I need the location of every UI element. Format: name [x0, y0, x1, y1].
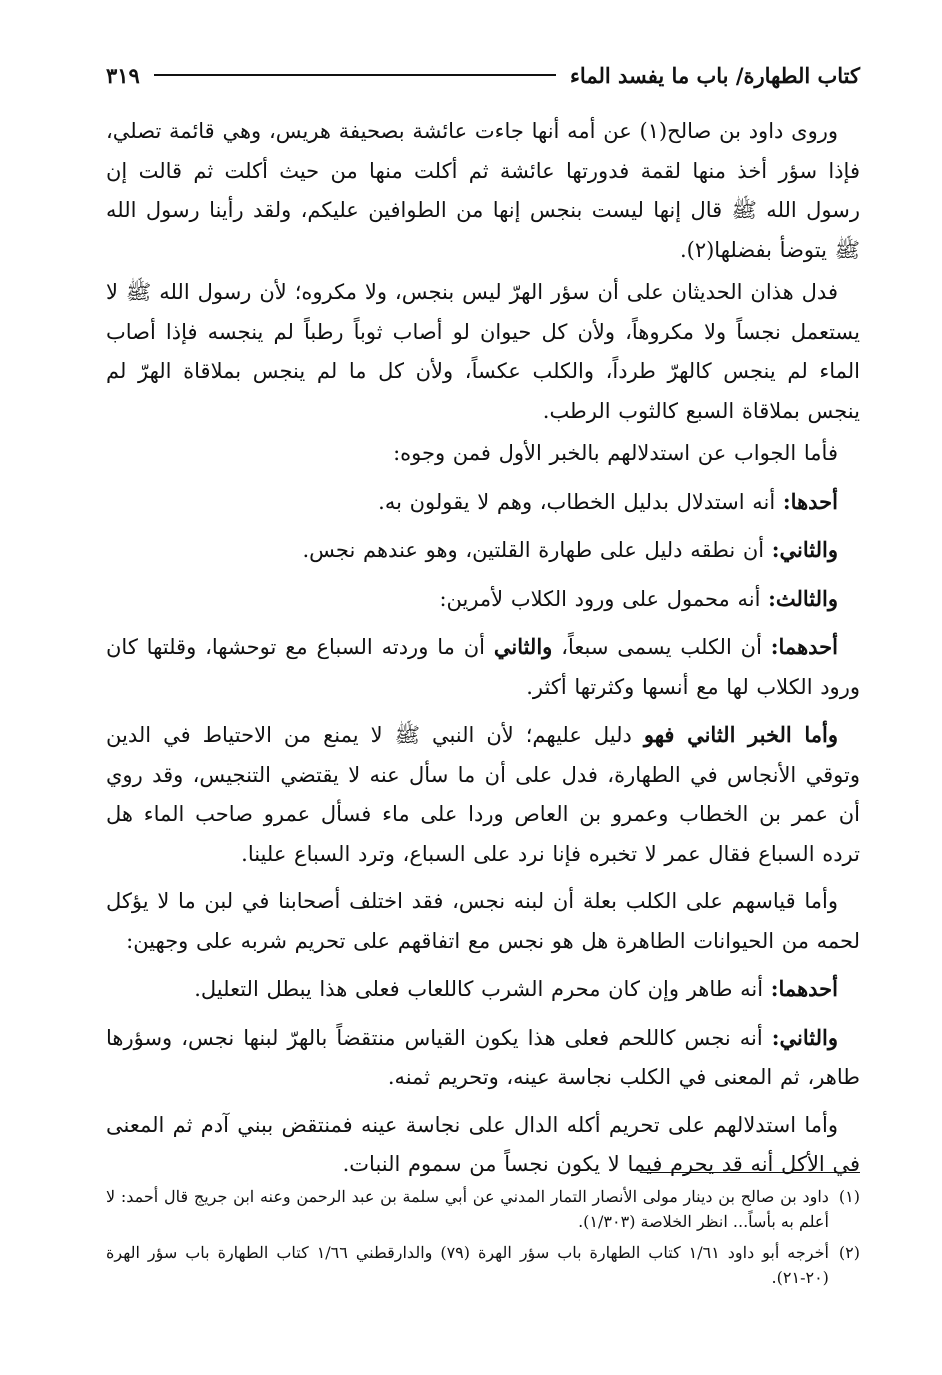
- paragraph: [106, 112, 860, 270]
- paragraph-text: دليل عليهم؛ لأن النبي ﷺ لا يمنع من الاحتياط في الدين وتوقي الأنجاس في الطهارة، فدل على أن ما سأل عنه لا يقتضي التنجيس، وقد روي أن عمر بن الخطاب وعمرو بن العاص وردا على ماء فسأل عمرو صاحب الماء هل ترده السباع فقال عمر لا تخبره فإنا نرد على السباع، وترد السباع علينا.: [106, 723, 860, 866]
- paragraph-text: وأما استدلالهم على تحريم أكله الدال على نجاسة عينه فمنتقض ببني آدم ثم المعنى في الأكل أنه قد يحرم فيما لا يكون نجساً من سموم النبات.: [106, 1112, 860, 1176]
- running-title: كتاب الطهارة/ باب ما يفسد الماء: [570, 62, 860, 88]
- paragraph-lead: والثاني:: [771, 1024, 838, 1050]
- paragraph-text: أن نطقه دليل على طهارة القلتين، وهو عندهم نجس.: [302, 538, 765, 562]
- paragraph: [106, 1018, 860, 1098]
- paragraph-text: أن الكلب يسمى سبعاً،: [561, 635, 762, 659]
- paragraph: [106, 579, 860, 620]
- paragraph: [106, 434, 860, 474]
- paragraph-text: أنه طاهر وإن كان محرم الشرب كاللعاب فعلى هذا يبطل التعليل.: [194, 977, 764, 1001]
- paragraph: [106, 969, 860, 1010]
- footnote: [106, 1240, 860, 1290]
- footnotes: [106, 1184, 860, 1296]
- paragraph: [106, 882, 860, 961]
- paragraph: [106, 715, 860, 874]
- paragraph: [106, 482, 860, 523]
- paragraph: [106, 273, 860, 431]
- footnote-number: (٢): [838, 1243, 860, 1262]
- footnote-text: أخرجه أبو داود ١/٦١ كتاب الطهارة باب سؤر الهرة (٧٩) والدارقطني ١/٦٦ كتاب الطهارة باب سؤر الهرة (٢٠-٢١).: [106, 1243, 829, 1287]
- paragraph-lead: أحدهما:: [770, 976, 838, 1001]
- paragraph-lead: أحدها:: [782, 488, 838, 514]
- paragraph-text: وأما قياسهم على الكلب بعلة أن لبنه نجس، فقد اختلف أصحابنا في لبن ما لا يؤكل لحمه من الحيوانات الطاهرة هل هو نجس مع اتفاقهم على تحريم شربه على وجهين:: [106, 889, 860, 953]
- paragraph-lead: والثالث:: [768, 585, 838, 611]
- paragraph-text: أنه نجس كاللحم فعلى هذا يكون القياس منتقضاً بالهرّ لبنها نجس، وسؤرها طاهر، ثم المعنى في الكلب نجاسة عينه، وتحريم ثمنه.: [106, 1025, 860, 1089]
- paragraph-lead: وأما الخبر الثاني فهو: [643, 722, 838, 747]
- paragraph-mid: والثاني: [493, 634, 553, 659]
- paragraph-tail: أن ما وردته السباع مع توحشها، وقلتها كان ورود الكلاب لها مع أنسها وكثرتها أكثر.: [106, 635, 860, 699]
- paragraph-lead: أحدهما:: [770, 634, 838, 659]
- header-rule: [154, 74, 556, 76]
- main-text: [106, 112, 860, 1188]
- paragraph-text: وروى داود بن صالح(١) عن أمه أنها جاءت عائشة بصحيفة هريس، وهي قائمة تصلي، فإذا سؤر أخذ منها لقمة فدورتها عائشة ثم أكلت منها من حيث أكلت ثم قالت إن رسول الله ﷺ قال إنها ليست بنجس إنها من الطوافين عليكم، ولقد رأينا رسول الله ﷺ يتوضأ بفضلها(٢).: [106, 119, 860, 262]
- paragraph-text: أنه استدلال بدليل الخطاب، وهم لا يقولون به.: [378, 489, 776, 514]
- paragraph: [106, 627, 860, 707]
- footnote-number: (١): [838, 1187, 860, 1206]
- footnote: [106, 1184, 860, 1234]
- paragraph-text: أنه محمول على ورود الكلاب لأمرين:: [439, 586, 761, 611]
- paragraph: [106, 530, 860, 571]
- page-number: ٣١٩: [106, 62, 140, 88]
- footnote-separator: [640, 1172, 860, 1173]
- paragraph-lead: والثاني:: [771, 537, 838, 562]
- running-header: [106, 58, 860, 92]
- paragraph-text: فأما الجواب عن استدلالهم بالخبر الأول فمن وجوه:: [393, 441, 838, 465]
- paragraph-text: فدل هذان الحديثان على أن سؤر الهرّ ليس بنجس، ولا مكروه؛ لأن رسول الله ﷺ لا يستعمل نجساً ولا مكروهاً، ولأن كل حيوان لو أصاب ثوباً رطباً لم ينجسه فإذا أصاب الماء لم ينجس كالهرّ طرداً، والكلب عكساً، ولأن كل ما لم ينجس بملاقاة الهرّ لم ينجس بملاقاة السبع كالثوب الرطب.: [106, 280, 860, 423]
- footnote-text: داود بن صالح بن دينار مولى الأنصار التمار المدني عن أبي سلمة بن عبد الرحمن وعنه ابن جريج قال أحمد: لا أعلم به بأساً... انظر الخلاصة (١/٣٠٣).: [106, 1187, 829, 1231]
